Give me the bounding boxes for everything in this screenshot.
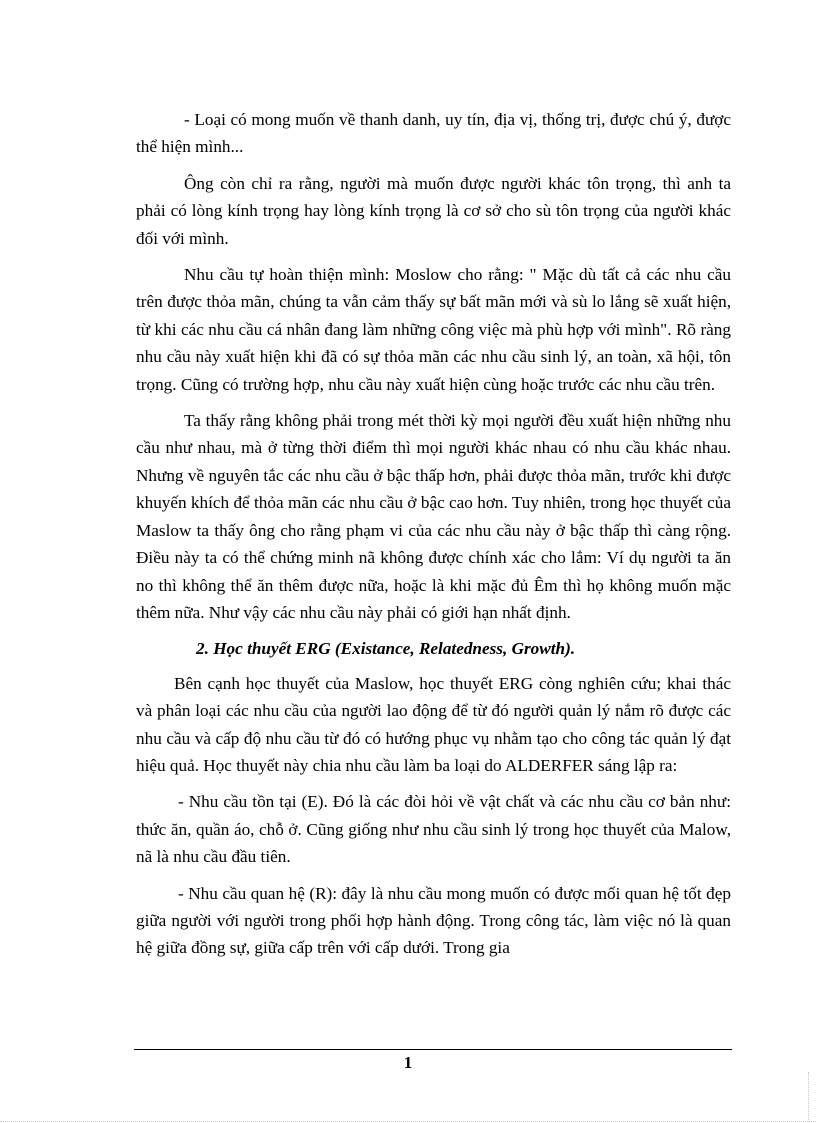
page-number: 1 bbox=[403, 1053, 413, 1072]
paragraph-self-actualization: Nhu cầu tự hoàn thiện mình: Moslow cho rằng: " Mặc dù tất cả các nhu cầu trên được thỏa mãn, chúng ta vẫn cảm thấy sự bất mãn mới và sù lo lắng sẽ xuất hiện, từ khi các nhu cầu cá nhân đang làm những công việc mà phù hợp với mình". Rõ ràng nhu cầu này xuất hiện khi đã có sự thỏa mãn các nhu cầu sinh lý, an toàn, xã hội, tôn trọng. Cũng có trường hợp, nhu cầu này xuất hiện cùng hoặc trước các nhu cầu trên. bbox=[136, 265, 731, 394]
page-edge-dotted-bottom bbox=[0, 1121, 816, 1122]
page-body bbox=[136, 106, 731, 971]
paragraph-relatedness-need: - Nhu cầu quan hệ (R): đây là nhu cầu mong muốn có được mối quan hệ tốt đẹp giữa người với người trong phối hợp hành động. Trong công tác, làm việc nó là quan hệ giữa đồng sự, giữa cấp trên với cấp dưới. Trong gia bbox=[136, 883, 731, 958]
paragraph-erg-intro: Bên cạnh học thuyết của Maslow, học thuyết ERG còng nghiên cứu; khai thác và phân loại các nhu cầu của người lao động để từ đó người quản lý nắm rõ được các nhu cầu và cấp độ nhu cầu từ đó có hướng phục vụ nhằm tạo cho công tác quản lý đạt hiệu quả. Học thuyết này chia nhu cầu làm ba loại do ALDERFER sáng lập ra: bbox=[136, 673, 731, 775]
paragraph-esteem-type: - Loại có mong muốn về thanh danh, uy tín, địa vị, thống trị, được chú ý, được thể hiện mình... bbox=[136, 110, 731, 157]
section-heading-erg: 2. Học thuyết ERG (Existance, Relatedness, Growth). bbox=[196, 639, 576, 659]
paragraph-respect: Ông còn chỉ ra rằng, người mà muốn được người khác tôn trọng, thì anh ta phải có lòng kính trọng hay lòng kính trọng là cơ sở cho sù tôn trọng của người khác đối với mình. bbox=[136, 173, 731, 248]
page-edge-dotted-right bbox=[808, 1072, 809, 1122]
footer-divider bbox=[134, 1049, 732, 1050]
paragraph-maslow-critique: Ta thấy rằng không phải trong mét thời kỳ mọi người đều xuất hiện những nhu cầu như nhau, mà ở từng thời điểm thì mọi người khác nhau có nhu cầu khác nhau. Nhưng về nguyên tắc các nhu cầu ở bậc thấp hơn, phải được thỏa mãn, trước khi được khuyến khích để thỏa mãn các nhu cầu ở bậc cao hơn. Tuy nhiên, trong học thuyết của Maslow ta thấy ông cho rằng phạm vi của các nhu cầu này ở bậc thấp thì càng rộng. Điều này ta có thể chứng minh nã không được chính xác cho lắm: Ví dụ người ta ăn no thì không thể ăn thêm được nữa, hoặc là khi mặc đủ Êm thì họ không muốn mặc thêm nữa. Như vậy các nhu cầu này phải có giới hạn nhất định. bbox=[136, 411, 731, 622]
paragraph-existence-need: - Nhu cầu tồn tại (E). Đó là các đòi hỏi về vật chất và các nhu cầu cơ bản như: thức ăn, quần áo, chỗ ở. Cũng giống như nhu cầu sinh lý trong học thuyết của Malow, nã là nhu cầu đầu tiên. bbox=[136, 792, 731, 867]
